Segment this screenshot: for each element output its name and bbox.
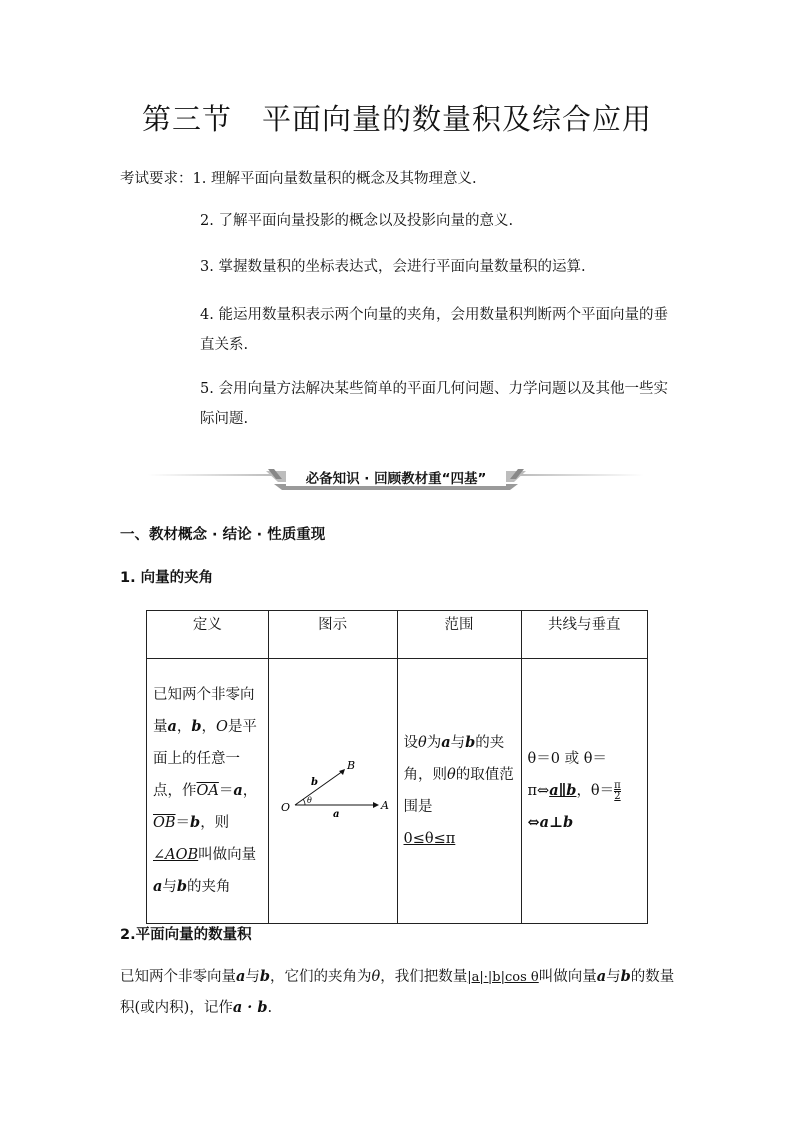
header-figure: 图示	[268, 611, 397, 659]
collinear-cell: θ＝0 或 θ＝ π⇔a∥b，θ＝ $\frac{\pi}{2}$ ⇔a⊥b	[521, 659, 647, 924]
definition-cell: 已知两个非零向量a，b，O是平面上的任意一点，作$\overline{OA}=a$，$\overline{OB}=b$，则∠AOB叫做向量a与b的夹角	[147, 659, 269, 924]
header-definition: 定义	[147, 611, 269, 659]
requirement-3: 3. 掌握数量积的坐标表达式，会进行平面向量数量积的运算.	[200, 259, 586, 275]
range-value: 0≤θ≤π	[403, 831, 456, 847]
vector-OA: $\overline{OA}$	[196, 783, 219, 799]
subsection-dot-product: 2.平面向量的数量积	[120, 927, 252, 943]
dot-notation: a · b	[232, 999, 268, 1016]
angle-AOB: ∠AOB	[153, 847, 199, 863]
table-header-row	[147, 611, 648, 659]
page-title: 第三节 平面向量的数量积及综合应用	[141, 102, 652, 136]
dot-product-definition: 已知两个非零向量a与b，它们的夹角为θ，我们把数量|a|·|b|cos θ叫做向量a与b的数量积(或内积)，记作a · b.	[120, 968, 675, 1016]
vector-angle-table	[146, 610, 648, 924]
label-B: B	[346, 759, 355, 772]
table-row	[147, 659, 648, 924]
label-b: b	[310, 777, 318, 788]
pi-over-2: $\frac{\pi}{2}$	[614, 779, 621, 802]
label-A: A	[380, 799, 389, 812]
requirement-2: 2. 了解平面向量投影的概念以及投影向量的意义.	[200, 213, 514, 229]
figure-cell	[268, 659, 397, 924]
label-a: a	[332, 809, 340, 820]
requirement-5: 5. 会用向量方法解决某些简单的平面几何问题、力学问题以及其他一些实际问题.	[200, 381, 668, 427]
requirement-4: 4. 能运用数量积表示两个向量的夹角，会用数量积判断两个平面向量的垂直关系.	[200, 307, 668, 353]
subsection-angle: 1. 向量的夹角	[120, 570, 214, 586]
requirements-label: 考试要求：	[120, 171, 193, 187]
banner-text: 必备知识 · 回顾教材重“四基”	[305, 471, 487, 487]
requirement-text: 1. 理解平面向量数量积的概念及其物理意义.	[192, 171, 477, 187]
vector-OB: $\overline{OB}$	[153, 815, 176, 831]
label-O: O	[280, 801, 290, 814]
header-collinear: 共线与垂直	[521, 611, 647, 659]
range-cell: 设θ为a与b的夹角，则θ的取值范围是 0≤θ≤π	[397, 659, 521, 924]
section-heading: 一、教材概念 · 结论 · 性质重现	[120, 527, 326, 543]
parallel-condition: a∥b	[549, 782, 577, 799]
section-banner	[148, 462, 644, 490]
header-range: 范围	[397, 611, 521, 659]
dot-formula: |a|·|b|cos θ	[467, 970, 539, 985]
requirement-1	[120, 168, 477, 190]
label-theta: θ	[306, 796, 312, 805]
angle-diagram	[273, 749, 393, 829]
